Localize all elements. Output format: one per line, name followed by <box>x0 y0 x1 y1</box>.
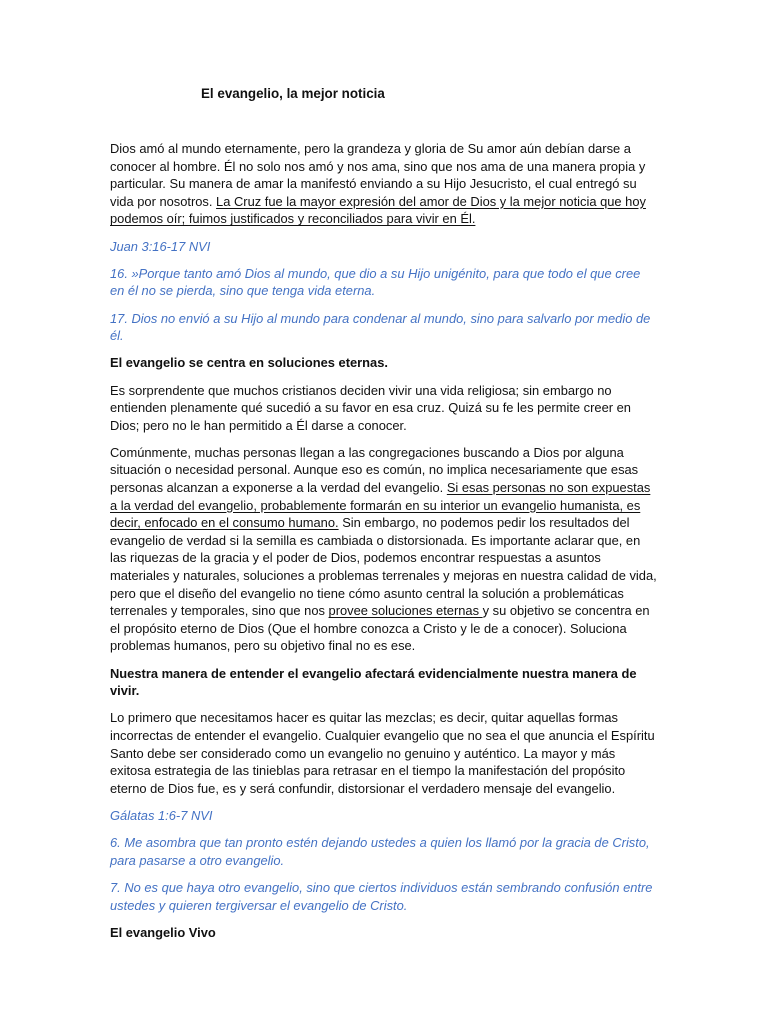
paragraph-religiosa: Es sorprendente que muchos cristianos deciden vivir una vida religiosa; sin embargo no entienden plenamente qué sucedió a su favor en esa cruz. Quizá su fe les permite creer en Dios; pero no le han permitido a Él darse a conocer. <box>110 382 631 433</box>
paragraph-congregaciones-underlined2: provee soluciones eternas <box>328 603 483 619</box>
paragraph-intro <box>110 140 658 228</box>
verse-galatas-7: 7. No es que haya otro evangelio, sino que ciertos individuos están sembrando confusión entre ustedes y quieren tergiversar el evangelio de Cristo. <box>110 879 653 913</box>
verse-galatas-6: 6. Me asombra que tan pronto estén dejando ustedes a quien los llamó por la gracia de Cristo, para pasarse a otro evangelio. <box>110 835 650 868</box>
verse-reference-galatas: Gálatas 1:6-7 NVI <box>110 807 213 823</box>
verse-reference-juan: Juan 3:16-17 NVI <box>110 238 211 254</box>
section-heading-vivo: El evangelio Vivo <box>110 924 216 940</box>
paragraph-congregaciones-underlined1: Si esas personas no son expuestas a la verdad del evangelio, probablemente formarán en su interior un evangelio humanista, es decir, enfocado en el consumo humano. <box>110 480 651 531</box>
paragraph-mezclas: Lo primero que necesitamos hacer es quitar las mezclas; es decir, quitar aquellas formas incorrectas de entender el evangelio. Cualquier evangelio que no sea el que anuncia el Espíritu Santo debe ser considerado como un evangelio no genuino y auténtico. La mayor y más exitosa estrategia de las tinieblas para retrasar en el tiempo la manifestación del propósito eterno de Dios fue, es y será confundir, distorsionar el verdadero mensaje del evangelio. <box>110 710 655 796</box>
paragraph-congregaciones <box>110 444 658 655</box>
document-title: El evangelio, la mejor noticia <box>201 86 385 101</box>
paragraph-congregaciones-part3: y su objetivo se concentra en el propósito eterno de Dios (Que el hombre conozca a Cristo y le de a conocer). Soluciona problemas humanos, pero su objetivo final no es ese. <box>110 603 650 654</box>
section-heading-manera: Nuestra manera de entender el evangelio afectará evidencialmente nuestra manera de vivir. <box>110 665 637 699</box>
paragraph-intro-text: Dios amó al mundo eternamente, pero la grandeza y gloria de Su amor aún debían darse a conocer al hombre. Él no solo nos amó y nos ama, sino que nos ama de una manera propia y particular. Su manera de amar la manifestó enviando a su Hijo Jesucristo, el cual entregó su vida por nosotros. <box>110 141 646 209</box>
paragraph-intro-underlined: La Cruz fue la mayor expresión del amor de Dios y la mejor noticia que hoy podemos oír; fuimos justificados y reconciliados para vivir en Él. <box>110 193 646 227</box>
verse-juan-16: 16. »Porque tanto amó Dios al mundo, que dio a su Hijo unigénito, para que todo el que cree en él no se pierda, sino que tenga vida eterna. <box>110 265 641 299</box>
section-heading-soluciones: El evangelio se centra en soluciones eternas. <box>110 355 388 371</box>
paragraph-congregaciones-part2: Sin embargo, no podemos pedir los resultados del evangelio de verdad si la semilla es cambiada o distorsionada. Es importante aclarar que, en las riquezas de la gracia y el poder de Dios, podemos encontrar respuestas a asuntos materiales y naturales, soluciones a problemas terrenales y mejoras en nuestra calidad de vida, pero que el diseño del evangelio no tiene cómo asunto central la solución a problemáticas terrenales y temporales, sino que nos <box>110 515 657 619</box>
paragraph-congregaciones-part1: Comúnmente, muchas personas llegan a las congregaciones buscando a Dios por alguna situación o necesidad personal. Aunque eso es común, no implica necesariamente que esas personas alcanzan a exponerse a la verdad del evangelio. <box>110 444 639 496</box>
document-body <box>110 140 658 951</box>
verse-juan-17: 17. Dios no envió a su Hijo al mundo para condenar al mundo, sino para salvarlo por medio de él. <box>110 310 651 344</box>
